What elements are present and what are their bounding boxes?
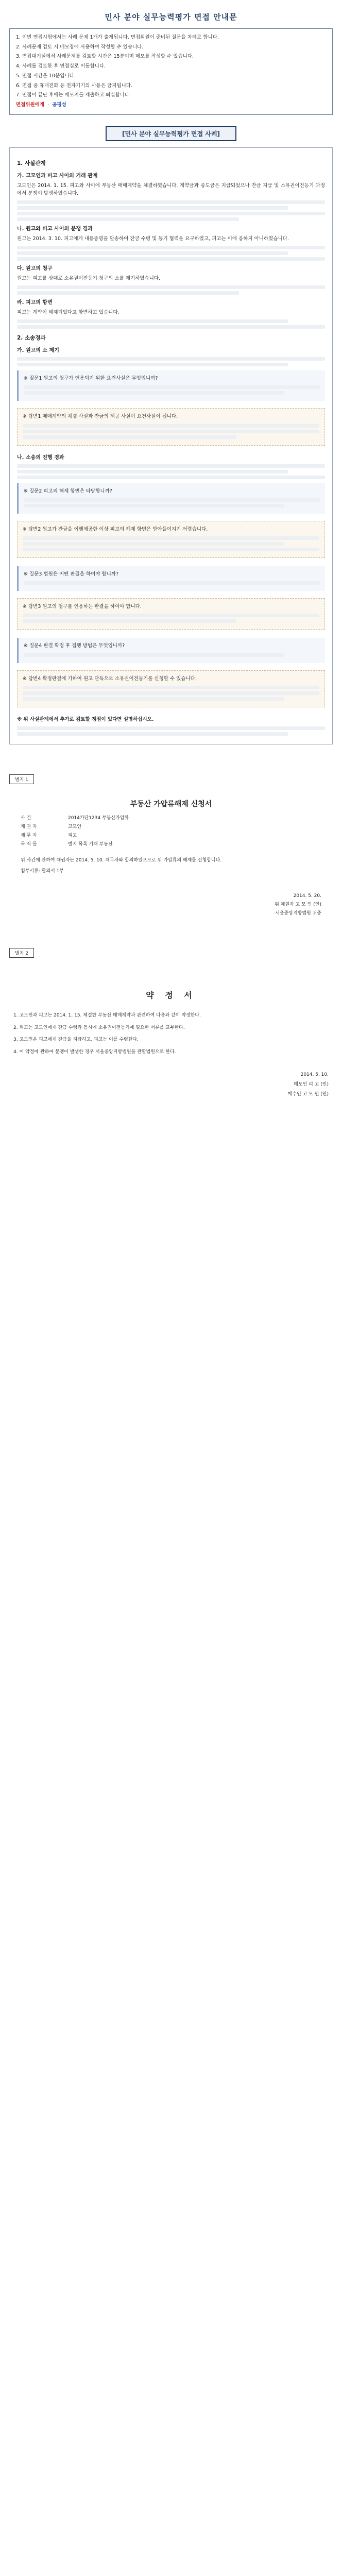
- subsection-heading: 나. 소송의 진행 경과: [17, 454, 64, 461]
- text-line: [23, 435, 236, 439]
- subsection-heading: 다. 원고의 청구: [17, 266, 53, 272]
- text-line: [24, 581, 320, 585]
- text-line: [24, 498, 320, 502]
- text-line: [23, 686, 319, 689]
- form-tag: 별지 1: [9, 774, 34, 784]
- form-value: 고모인: [68, 824, 82, 830]
- form-key: 사 건: [21, 815, 31, 821]
- subsection-heading: 가. 고모인과 피고 사이의 거래 관계: [17, 173, 98, 179]
- form-value: 별지 목록 기재 부동산: [68, 842, 113, 848]
- text-line: [23, 548, 319, 551]
- notice-highlight-blue: 공평성: [52, 102, 66, 108]
- answer-block: [17, 521, 325, 558]
- question-block: [17, 566, 325, 591]
- question-block: [17, 370, 325, 401]
- notice-highlight-red: 면접위원에게: [16, 102, 45, 108]
- document-title: 민사 분야 실무능력평가 면접 안내문: [105, 12, 237, 22]
- text-line: [17, 357, 325, 361]
- section-heading: 2. 소송경과: [17, 335, 46, 342]
- party-b: 매수인 고 모 인 (인): [287, 1091, 329, 1097]
- notice-item: 3. 면접대기실에서 사례문제를 검토할 시간은 15분이며 메모를 작성할 수 있습니다.: [16, 54, 194, 60]
- paragraph: 피고는 계약이 해제되었다고 항변하고 있습니다.: [17, 310, 119, 316]
- text-line: [24, 385, 320, 389]
- form-key: 채 권 자: [21, 824, 37, 830]
- answer-block: [17, 408, 325, 445]
- text-line: [23, 691, 319, 695]
- notice-item: 1. 이번 면접시험에서는 사례 문제 1개가 출제됩니다. 면접위원이 준비된 질문을 차례로 합니다.: [16, 35, 219, 40]
- text-line: [23, 619, 236, 623]
- answer-text: ※ 답변3 원고의 청구를 인용하는 판결을 하여야 합니다.: [23, 604, 142, 610]
- notice-item: 5. 면접 시간은 10분입니다.: [16, 73, 76, 79]
- form-body: 위 사건에 관하여 채권자는 2014. 5. 10. 채무자와 합의하였으므로 위 가압류의 해제를 신청합니다.: [21, 858, 222, 863]
- agreement-clause: 1. 고모인과 피고는 2014. 1. 15. 체결한 부동산 매매계약과 관련하여 다음과 같이 약정한다.: [13, 1012, 201, 1018]
- text-line: [17, 732, 288, 736]
- text-line: [23, 542, 284, 546]
- form-value: 2014카단1234 부동산가압류: [68, 815, 129, 821]
- text-line: [23, 536, 319, 540]
- page-separator: [0, 918, 342, 939]
- agreement-clause: 4. 이 약정에 관하여 분쟁이 발생한 경우 서울중앙지방법원을 관할법원으로 한다.: [13, 1049, 176, 1055]
- paragraph: 원고는 2014. 3. 10. 피고에게 내용증명을 발송하여 잔금 수령 및 등기 협력을 요구하였고, 피고는 이에 응하지 아니하였습니다.: [17, 235, 289, 242]
- exam-banner: [민사 분야 실무능력평가 면접 사례]: [106, 126, 236, 141]
- subsection-heading: 라. 피고의 항변: [17, 300, 53, 306]
- form-row: [21, 823, 321, 832]
- form-signer: 위 채권자 고 모 인 (인): [275, 902, 321, 907]
- notice-item: 2. 사례문제 검토 시 메모장에 사용하여 작성할 수 있습니다.: [16, 44, 144, 50]
- text-line: [23, 614, 319, 617]
- question-text: ※ 질문3 법원은 어떤 판결을 하여야 합니까?: [24, 571, 118, 578]
- form-fields: [21, 814, 321, 876]
- form-date: 2014. 5. 20.: [293, 893, 321, 899]
- form-attachment: 첨부서류: 합의서 1부: [21, 869, 64, 874]
- text-line: [17, 726, 325, 730]
- text-line: [17, 285, 325, 289]
- form-key: 목 적 물: [21, 842, 37, 848]
- answer-block: [17, 670, 325, 707]
- notice-item: 4. 사례를 검토한 후 면접실로 이동합니다.: [16, 63, 106, 70]
- form-court: 서울중앙지방법원 귀중: [275, 910, 321, 916]
- exam-body: [9, 147, 333, 744]
- agreement-signatures: [13, 1070, 329, 1099]
- notice-item: 6. 면접 중 휴대전화 등 전자기기의 사용은 금지됩니다.: [16, 82, 132, 89]
- text-line: [24, 504, 284, 507]
- paragraph: 원고는 피고를 상대로 소유권이전등기 청구의 소를 제기하였습니다.: [17, 276, 161, 282]
- text-line: [17, 217, 239, 221]
- text-line: [17, 325, 325, 329]
- agreement-date: 2014. 5. 10.: [300, 1072, 329, 1077]
- text-line: [17, 206, 288, 210]
- answer-text: ※ 답변4 확정판결에 기하여 원고 단독으로 소유권이전등기를 신청할 수 있습니다.: [23, 675, 197, 682]
- text-line: [24, 391, 284, 395]
- question-text: ※ 질문4 판결 확정 후 집행 방법은 무엇입니까?: [24, 643, 125, 649]
- text-line: [17, 257, 325, 261]
- text-line: [24, 653, 284, 657]
- form-footer: [21, 892, 321, 918]
- closing-question: ※ 위 사실관계에서 추가로 검토할 쟁점이 있다면 설명하십시오.: [17, 716, 154, 722]
- subsection-heading: 가. 원고의 소 제기: [17, 348, 59, 354]
- form-key: 채 무 자: [21, 833, 37, 839]
- form-title: 부동산 가압류해제 신청서: [130, 800, 212, 808]
- text-line: [17, 212, 325, 215]
- agreement-clause: 2. 피고는 고모인에게 잔금 수령과 동시에 소유권이전등기에 필요한 서류를 교부한다.: [13, 1025, 185, 1030]
- party-a: 매도인 피 고 (인): [294, 1081, 329, 1087]
- notice-item: 7. 면접이 끝난 후에는 메모지를 제출하고 퇴실합니다.: [16, 92, 131, 98]
- form-row: [21, 814, 321, 823]
- question-text: ※ 질문2 피고의 해제 항변은 타당합니까?: [24, 488, 112, 494]
- agreement-title: 약 정 서: [146, 990, 196, 1000]
- subsection-heading: 나. 원고와 피고 사이의 분쟁 경과: [17, 226, 93, 232]
- question-text: ※ 질문1 원고의 청구가 인용되기 위한 요건사실은 무엇입니까?: [24, 376, 158, 382]
- notice-box: 1. 이번 면접시험에서는 사례 문제 1개가 출제됩니다. 면접위원이 준비된 질문을 차례로 합니다. 2. 사례문제 검토 시 메모장에 사용하여 작성할 수 있습니다. 3. 면접대기실에서 사례문제를 검토할 시간은 15분이며 메모를 작성할 수 있습니다. 4. 사례를 검토한 후 면접실로 이동합니다. 5. 면접 시간은 10분입니다. 6. 면접 중 휴대전화 등 전자기기의 사용은 금지됩니다. 7. 면접이 끝난 후에는 메모지를 제출하고 퇴실합니다. 면접위원에게 · 공평성: [9, 28, 333, 115]
- text-line: [17, 291, 239, 295]
- agreement-tag: 별지 2: [9, 948, 34, 958]
- section-heading: 1. 사실관계: [17, 160, 46, 166]
- paragraph: 고모인은 2014. 1. 15. 피고와 사이에 부동산 매매계약을 체결하였습니다. 계약금과 중도금은 지급되었으나 잔금 지급 및 소유권이전등기 과정에서 분쟁이 발생하였습니다.: [17, 182, 325, 196]
- text-line: [17, 319, 288, 323]
- form-row: [21, 832, 321, 840]
- text-line: [17, 246, 325, 249]
- text-line: [17, 363, 288, 366]
- text-line: [17, 251, 288, 255]
- agreement-body: [13, 1012, 329, 1057]
- text-line: [17, 464, 325, 468]
- text-line: [17, 470, 288, 473]
- answer-text: ※ 답변2 원고가 잔금을 이행제공한 이상 피고의 해제 항변은 받아들여지기 어렵습니다.: [23, 526, 208, 532]
- text-line: [23, 430, 319, 433]
- page-separator: [0, 744, 342, 765]
- answer-text: ※ 답변1 매매계약의 체결 사실과 잔금의 제공 사실이 요건사실이 됩니다.: [23, 414, 178, 420]
- agreement-clause: 3. 고모인은 피고에게 잔금을 지급하고, 피고는 이를 수령한다.: [13, 1037, 139, 1043]
- answer-block: [17, 598, 325, 630]
- form-value: 피고: [68, 833, 77, 839]
- text-line: [17, 476, 325, 479]
- text-line: [17, 200, 325, 204]
- form-row: [21, 840, 321, 849]
- text-line: [23, 697, 284, 701]
- question-block: [17, 638, 325, 663]
- question-block: [17, 483, 325, 514]
- text-line: [23, 424, 319, 428]
